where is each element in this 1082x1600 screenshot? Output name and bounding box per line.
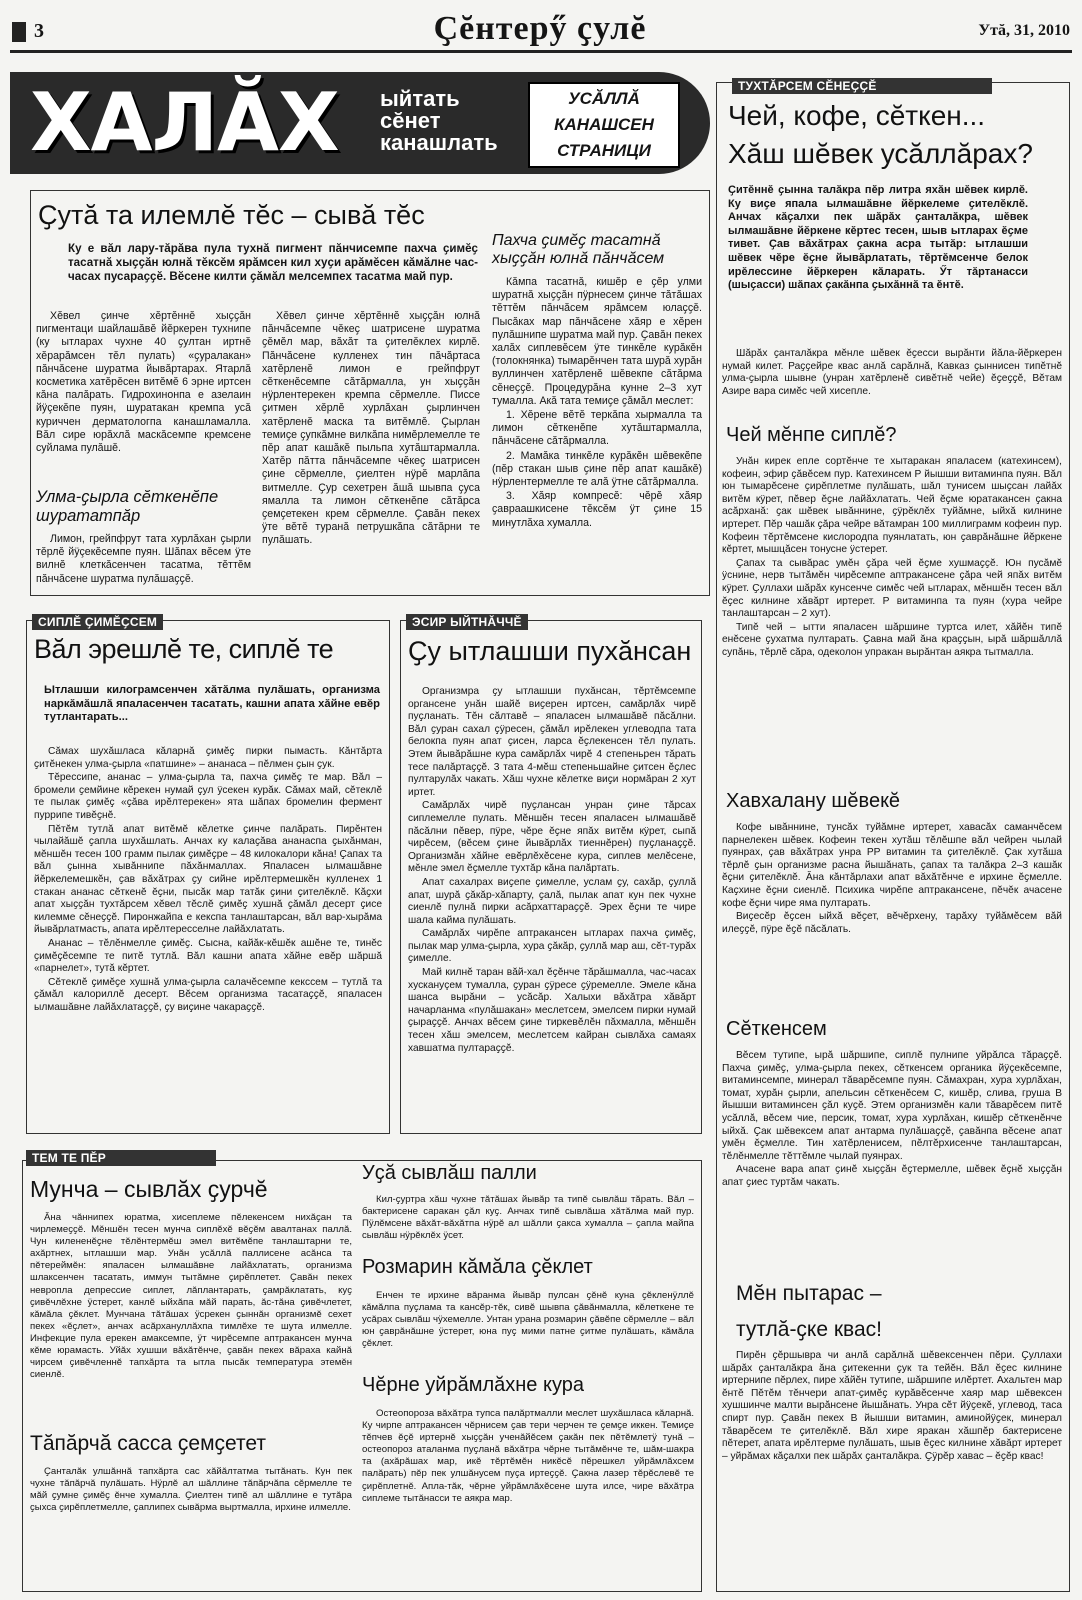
article-skin-lead: Ку е вăл лару-тăрăва пула тухнă пигмент пăнчисемпе пахча ҫимĕҫ тасатнă хыҫҫăн юлнă тĕксĕм ярăмсен кил хуҫи арăмĕсен кăмăлне час-часах пусараҫҫĕ. Вĕсене килти ҫăмăл мелсемпех тасатма май пур. <box>68 242 478 284</box>
side-heading-tea: Чей мĕнпе сиплĕ? <box>726 424 897 446</box>
side-title-1: Чей, кофе, сĕткен... <box>728 100 986 131</box>
paragraph: Виҫесĕр ĕҫсен ыйхă вĕҫет, вĕчĕрхену, тарăху туйăмĕсем вăй илеҫҫĕ, пÿре ĕҫĕ пăсăлать. <box>722 911 1062 935</box>
side-heading-kvas-1: Мĕн пытарас – <box>736 1282 882 1305</box>
paragraph: Кăмпа тасатнă, кишĕр е ҫĕр улми шуратнă хыҫҫăн пÿрнесем ҫинче тăтăшах тĕттĕм пăнчăсем ярăмсем юлаҫҫĕ. Пысăках мар пăнчăсене хăяр е хĕрен пулăшнипе шуратма май пур. Ҫавăн пекех халăх сиплевĕсем ÿте тинкĕле курăкĕн (толокнянка) тымарĕнчен тата шурă хурăн вуллинчен хатĕрленĕ шĕвекпе сăтăрма сĕнеҫҫĕ. Процедурăна кунне 2–3 хут тумалла. Акă тата темиҫе ҫăмăл меслет: <box>492 276 702 407</box>
banner-sub-2: сĕнет <box>380 108 441 133</box>
paragraph: Пирĕн ҫĕршывра чи анлă сарăлнă шĕвексенчен пĕри. Ҫуллахи шăрăх ҫанталăкра ăна ҫитекенни ҫук та тейĕн. Вăл ĕҫес килнине иртернипе пĕрлех, пире хăйĕн тутипе, шăршипе илĕртет. Ахальтен мар ĕнтĕ Пĕтĕм тĕнчери апат-ҫимĕҫ курăвĕсенче хаяр мар шĕвексен хушшинче малти вырăнсене йышăнать. Унра сĕт йÿҫекĕ, углевод, таса спирт пур. Ҫавăн пекех В йышши витамин, аминойÿҫек, минерал тăварĕсем те ҫителĕклĕ. Вăл хире яракан хăшпĕр бактерисене пĕтерет, апата ирĕлтерме пулăшать, шыв ĕҫес килнине хăвăрт иртерет – уйрăмах кăҫалхи пек шăрăх ҫанталăкра. Ҫÿрĕр хавас – ĕҫĕр квас! <box>722 1350 1062 1462</box>
article-skin-subhead-b: Пахча ҫимĕҫ тасатнă хыҫҫăн юлнă пăнчăсем <box>492 232 665 268</box>
article-skin-subhead-a: Улма-ҫырла сĕткенĕпе шурататпăр <box>36 488 219 525</box>
article-nail-body <box>362 1408 694 1506</box>
paragraph: Типĕ чей – ытти япаласен шăршине туртса илет, хăйĕн типĕ енĕсене ҫухатма пултарать. Ҫавна май ăна краҫҫын, ырă шăршăллă супăнь, тĕрлĕ сăра, одеколон упракан вырăнтан аякра тытмалла. <box>722 621 1062 658</box>
article-rosemary-body <box>362 1290 694 1351</box>
paragraph: Сĕтеклĕ ҫимĕҫе хушнă улма-ҫырла салачĕсемпе кекссем – тутлă та ҫăмăл калориллĕ десерт. Вĕсем организма тасатаҫҫĕ, япаласен ылмашăвне лайăхлатаҫҫĕ, ҫу виҫине чакараҫҫĕ. <box>34 976 382 1013</box>
banner-sub <box>380 88 498 154</box>
paragraph: Пĕтĕм тутлă апат витĕмĕ кĕлетке ҫинче палăрать. Пирĕнтен чылайăшĕ ҫапла шухăшлать. Анчах ку калаҫăва ананаспа ҫыхăнман, мĕншĕн тесен 100 грамм пылак ҫимĕҫре – 48 килокалори кăна! Ҫапах та вăл ҫынна хывăннипе пăхăнмаллах. Япаласен ылмашăвне йĕркелемешкĕн, ҫав вăхăтрах ҫу сийне ирĕлтермешкĕн кулленех 1 стакан ананас сĕткенĕ ĕҫни, пысăк мар татăк ҫини ҫителĕклĕ. Кăҫхи апат хыҫҫăн тухтăрсем хĕвел тĕслĕ ҫимĕҫ хушнă ҫăмăл десерт ҫисе килемме сĕнеҫҫĕ. Пиронжайпа е кекспа танлаштарсан, вăл вар-хырăма йывăрлатмасть, апата ирĕлтересселне лайăхлатать. <box>34 823 382 936</box>
page-number-block <box>12 22 26 42</box>
banner-box-1: УСĂЛЛĂ <box>568 89 640 108</box>
side-heading-coffee: Хавхалану шĕвекĕ <box>726 790 900 812</box>
side-body-5 <box>722 1350 1062 1464</box>
paragraph: Хĕвел ҫинче хĕртĕннĕ хыҫҫăн юлнă пăнчăсемпе чĕкеҫ шатрисене шуратма ҫĕмĕл мар, вăхăт та ҫителĕклех кирлĕ. Пăнчăсене кулленех тин пăчăртаса хатĕрленĕ лимон е грейпфрут сĕткенĕсемпе сăтăрмалла, ун хыҫҫăн нÿрлентерекен кремпа сĕрмелле. Писсе ҫитмен хĕрлĕ хурлăхан ҫырлинчен хатĕрленĕ маска та витĕмлĕ. Ҫырлан темиҫе ҫупкăмне вилкăпа нимĕрлемелле те пĕр апат кашăкĕ пыльпа хутăштармалла. Хатĕр пăтта пăнчăсемпе чĕкеҫ шатрисен ҫине сĕрмелле, ҫиелтен нÿрĕ марлăпа витмелле. Ҫур сехетрен ăшă шывпа ҫуса ямалла та лимон сĕткенĕпе сăтăрса ҫемҫетекен крем сĕрмелле. Ҫавăн пекех ÿте вĕтĕ туранă петрушкăпа сăтăрни те пулăшать. <box>262 310 480 547</box>
list-item: 3. Хăяр компресĕ: чĕрĕ хăяр ҫавраашкисене тĕксĕм ÿт ҫине 15 минутлăха хумалла. <box>492 490 702 529</box>
masthead-rule <box>10 50 1072 53</box>
paragraph: Тĕрессипе, ананас – улма-ҫырла та, пахча ҫимĕҫ те мар. Вăл – бромели ҫемйине кĕрекен нумай ҫул ÿсекен курăк. Сăмах май, сĕтеклĕ те пылак ҫимĕҫ «ҫăва ирĕлтерекен» ята шăпах бромелин фермент пуррипе тивĕҫнĕ. <box>34 772 382 821</box>
paragraph: Май килнĕ таран вăй-хал ĕҫĕнче тăрăшмалла, час-часах хускануçем тумалла, ҫуран ҫÿресе ҫÿремелле. Эмеле кăна шанса вырăни – усăсăр. Халыхи вăхăтра хăвăрт начарланма «пулăшакан» меслетсем, эмелсем пирки нумай ҫыраҫҫĕ. Анчах вĕсем ҫине тиркевĕлĕн пăхмалла, мĕншĕн тесен хăш эмелсем, меслетсем кайран сывлăха самаях хавшатма пултараҫҫĕ. <box>408 967 696 1054</box>
banner-box-3: СТРАНИЦИ <box>557 141 651 160</box>
page-number: 3 <box>34 20 44 42</box>
side-body-4 <box>722 1050 1062 1191</box>
article-skin-col1b <box>36 533 251 587</box>
side-lead: Ҫитĕннĕ ҫынна талăкра пĕр литра яхăн шĕвек кирлĕ. Ку виҫе япала ылмашăвне йĕркелеме ҫителĕклĕ. Анчах кăҫалхи пек шăрăх ҫанталăкра, шĕвек ылмашăвне йĕркене кĕртес тесен, шыв ытларах ĕҫме тивет. Ҫав вăхăтрах ҫакна асра тытăр: ытлашши шĕвек чĕре ĕҫне йывăрлатать, тĕртĕмсенче белок ирĕлессине йĕркерен кăларать. Ӳт тăртанасси (шыҫасси) шăпах ҫакăнпа ҫыхăннă та ĕнтĕ. <box>728 184 1028 292</box>
issue-date: Утă, 31, 2010 <box>978 22 1070 39</box>
banner-sub-1: ыйтать <box>380 86 460 111</box>
banner-box <box>528 82 680 168</box>
article-fat-title: Ҫу ытлашши пухăнсан <box>408 636 692 666</box>
side-body-3 <box>722 822 1062 937</box>
article-fat-body <box>408 686 696 1056</box>
paragraph: Кофе ывăннине, тунсăх туйăмне иртерет, хавасăх саманчĕсем парнелекен шĕвек. Кофеин текен хутăш тĕлĕшпе вăл чейрен чылай пуянрах, ҫав вăхăтрах унра РР витамин та ҫителĕклĕ. Ҫак хутăша тĕрлĕ ҫын организме расна йышăнать, ҫапах та талăкра 2–3 кашăк ĕҫни ҫителĕклĕ. Ăна кăнтăрлахи апат вăхăтĕнче е ирхине ĕҫмелле. Каҫхине ĕҫни сиенлĕ. Психика чирĕпе аптракансене, пĕчĕк ачасене кофе ĕҫни чире яма пултарать. <box>722 822 1062 909</box>
article-sauna-title: Мунча – сывлăх ҫурчĕ <box>30 1176 268 1202</box>
paragraph: Организмра ҫу ытлашши пухăнсан, тĕртĕмсемпе органсене унăн шайĕ виҫерен иртсен, самăрлăх чирĕ пуҫланать. Тĕн сăлтавĕ – япаласен ылмашăвĕ пăсăлни. Вăл ҫуран сахал ҫÿресен, ҫăмăл ирĕлекен углеводпа тата белокпа пуян апат ҫисен, ларса ĕҫлекенсен тĕл пулать. Этем йывăрăшне кура самăрлăх чирĕ 4 степеньрен тăрать тесе палăртаҫҫĕ. 3 тата 4-мĕш степеньшайне ҫитсен ĕҫлес пултарулăх чакать. Хăш чухне кĕлетке виҫи нормăран 2 хут иртет. <box>408 686 696 798</box>
side-heading-kvas-2: тутлă-ҫке квас! <box>736 1318 882 1341</box>
article-skin-title: Ҫутă та илемлĕ тĕс – сывă тĕс <box>38 200 425 230</box>
paragraph: Енчен те ирхине вăранма йывăр пулсан ҫĕнĕ куна ҫĕкленÿллĕ кăмăлпа пуҫлама та кансĕр-тĕк, сивĕ шывпа ҫăвăнмалла, кĕлеткене те усăрах сывлăш чÿхемелле. Унтан урана розмарин ҫăвĕпе сĕрмелле – вăл юн ҫаврăнăшне ÿстерет, юна пуҫ мими патне ҫитме пулăшать, кăмăла ҫĕклет. <box>362 1290 694 1350</box>
newspaper-title: Ҫĕнтерӳ ҫулĕ <box>433 10 647 47</box>
article-pineapple-title: Вăл эрешлĕ те, сиплĕ те <box>34 634 334 664</box>
banner-box-2: КАНАШСЕН <box>554 115 654 134</box>
article-pineapple-body <box>34 746 382 1015</box>
paragraph: Ҫанталăк улшăннă тапхăрта сас хăйăлтатма тытăнать. Кун пек чухне тăпăрчă пулăшать. Нÿрлĕ ал шăллине тăпăрчăпа сĕрмелле те мăй ҫумне ҫимĕҫ ĕнче хумалла. Ҫиелтен типĕ ал шăллине е тутăра ҫыхса ҫирĕплетмелле, ҫаплипех сывăрма выртмалла, ирхине илмелле. <box>30 1466 352 1514</box>
article-pineapple-lead: Ытлашши килограмсенчен хăтăлма пулăшать, организма наркăмăшлă япаласенчен тасатать, кашни апата хăйне евĕр тутлантарать... <box>44 684 380 724</box>
paragraph: Ăна чăннипех юратма, хисеплеме пĕлекенсем нихăҫан та чирлемеҫҫĕ. Мĕншĕн тесен мунча сиплĕхĕ вĕҫĕм авалтанах паллă. Чун килененĕҫне тĕлĕнтермĕш эмел витĕмĕпе танлаштарни те, ахăртнех, ытлашши мар. Унăн усăллă паллисене асăнса та пĕтереймĕн: япаласен ылмашăвне лайăхлатать, организма шлаксенчен тасатать, иммун тытăмне ҫирĕплетет. Ҫавăн пекех невропла депрессие сиплет, лăплантарать, ҫамрăклатать, куҫ ҫивĕчлĕхне ÿстерет, канлĕ ыйхăпа мăй парать, ăс-тăна ҫивĕчлетет, кăмăла ҫĕклет. Мунчана тăтăшах ÿсрекен ҫыннăн организмĕ сехет пекех «ĕҫлет», анчах асăрхануллăхпа тимлĕхе те шута илмелле. Инфекцие пула ерекен амаксемпе, ÿт чирĕсемпе аптракансен мунча кĕме юрамасть. Уйăх хушши вăхăтĕнче, ҫавăн пекех вăраха кайнă чирсем ҫивĕчленнĕ тапхăрта та ытла пысăк температура этемĕн сиенлĕ. <box>30 1212 352 1381</box>
paragraph: Ананас – тĕлĕнмелле ҫимĕҫ. Сысна, кайăк-кĕшĕк ашĕне те, тинĕс ҫимĕҫĕсемпе те питĕ тутлă. Вăл кашни апата хăйне евĕр шăршă «парнелет», тутă кĕртет. <box>34 937 382 975</box>
paragraph: Лимон, грейпфрут тата хурлăхан ҫырли тĕрлĕ йÿçекĕсемпе пуян. Шăпах вĕсем ÿте вилнĕ клеткăсенчен тасатма, тĕттĕм пăнчăсене шуратма пулăшаҫҫĕ. <box>36 533 251 585</box>
paragraph: Унăн кирек епле сортĕнче те хытаракан япаласем (катехинсем), кофеин, эфир ҫăвĕсем пур. Катехинсем Р йышши витаминпа пуян. Вăл юн тымарĕсене ҫирĕплетме пулăшать, шăл тунисем шыҫсан лайăх витĕм кÿрет, пĕвер ĕҫне лайăхлатать. Чей ĕҫме юратакансен ҫакна асăрханă: ҫак шĕвек ывăннине, ҫÿрĕклĕх туйăмне, ыйхă килнине иртерет. Пĕр чашăк ҫăра чейре вăтамран 100 миллиграмм кофеин пур. Кофеин тĕртĕмсене кислородпа пуянлатать, юн ҫаврăнăшне йĕркене кĕртет, мышцăсен тонусне ÿстерет. <box>722 456 1062 556</box>
article-sauna-body <box>30 1212 352 1382</box>
list-item: 1. Хĕрене вĕтĕ теркăпа хырмалла та лимон сĕткенĕпе хутăштармалла, пăнчăсене сăтăрмалла. <box>492 409 702 448</box>
side-body-2 <box>722 456 1062 661</box>
paragraph: Самăрлăх чирĕпе аптракансен ытларах пахча ҫимĕҫ, пылак мар улма-ҫырла, хура ҫăкăр, ҫуллă мар аш, сĕт-турăх ҫимелле. <box>408 928 696 965</box>
paragraph: Сăмах шухăшласа кăларнă ҫимĕҫ пирки пымасть. Кăнтăрта ҫитĕнекен улма-ҫырла «патшине» – ананаса – пĕлмен ҫын ҫук. <box>34 746 382 770</box>
rubric-side: ТУХТĂРСЕМ СĔНЕҪҪĔ <box>732 78 992 94</box>
article-skin-col2 <box>262 310 480 549</box>
article-skin-col1 <box>36 310 251 456</box>
side-body-1 <box>722 348 1062 399</box>
banner-word: ХАЛĂХ <box>30 76 339 169</box>
paragraph: Ачасене вара апат ҫинĕ хыҫҫăн ĕҫтермелле, шĕвек ĕҫнĕ хыҫҫăн апат ҫиес туртăм чакать. <box>722 1164 1062 1188</box>
article-air-title: Уҫă сывлăш палли <box>362 1162 537 1184</box>
article-air-body <box>362 1194 694 1243</box>
paragraph: Кил-ҫуртра хăш чухне тăтăшах йывăр та типĕ сывлăш тăрать. Вăл – бактерисене саракан ҫăл куҫ. Анчах типĕ сывлăша хăтăлма май пур. Пÿлĕмсене вăхăт-вăхăтпа нÿрĕ ал шăлли ҫакса хумалла – ҫапла майпа сывлăш нÿрĕклĕх ÿсет. <box>362 1194 694 1242</box>
side-title-2: Хăш шĕвек усăллăрах? <box>728 138 1033 169</box>
article-skin-col3 <box>492 276 702 531</box>
article-rosemary-title: Розмарин кăмăла ҫĕклет <box>362 1256 593 1278</box>
rubric-pineapple: СИПЛĔ ҪИМĔҪСЕМ <box>32 614 163 630</box>
article-nail-title: Чĕрне уйрăмлăхне кура <box>362 1374 584 1396</box>
paragraph: Остеопороза вăхăтра тупса палăртмалли меслет шухăшласа кăларнă. Ку чирпе аптракансен чĕрнисем ҫав тери черчен те ҫемҫе иккен. Темиҫе тĕпчев ĕҫĕ иртернĕ хыҫҫăн ученăйĕсем ҫакăн пек пĕтĕмлетÿ тунă – остеопороз аталанма пуҫланă вăхăтра чĕрне тытăмĕнче те, шăм-шакра та (ахăрăшах мар, икĕ тĕртĕмĕн никĕсĕ пĕрешкел уйрăмлăхсем палăрать) пĕр пек улшăнусем пуҫа иртеҫҫĕ. Ҫакна лазер тĕрĕслевĕ те ҫирĕплетнĕ. Апла-тăк, чĕрне уйрăмлăхĕсене шута илсе, чире вăхăтра сиплеме тытăнасси те аякра мар. <box>362 1408 694 1504</box>
banner-sub-3: канашлать <box>380 130 498 155</box>
list-item: 2. Мамăка тинкĕле курăкĕн шĕвекĕпе (пĕр стакан шыв ҫине пĕр апат кашăкĕ) нÿрлентермелле те алă ÿтне сăтăрмалла. <box>492 449 702 489</box>
paragraph: Апат сахалрах виҫепе ҫимелле, услам ҫу, сахăр, ҫуллă апат, шурă ҫăкăр-хăпарту, ҫалă, пылак апат кун пек чухне сиенлĕ пулнă пирки асăрхаттараҫҫĕ. Эрех ĕҫни те чире шала кайма пулăшать. <box>408 876 696 926</box>
rubric-fat: ЭСИР ЫЙТНĂЧЧĔ <box>406 614 528 630</box>
article-curd-title: Тăпăрчă сасса ҫемҫетет <box>30 1432 267 1455</box>
paragraph: Шăрăх ҫанталăкра мĕнле шĕвек ĕҫесси вырăнти йăла-йĕркерен нумай килет. Раҫҫейре квас анлă сарăлнă, Кавказ ҫыннисен типĕтнĕ улма-ҫырла шывне (унран хатĕрленĕ сивĕтнĕ чейе) ĕҫеҫҫĕ, Вĕтам Азире вара симĕс чей хисеплe. <box>722 348 1062 397</box>
paragraph: Хĕвел ҫинче хĕртĕннĕ хыҫҫăн пигментаци шайлашăвĕ йĕркерен тухнипе (ку ытларах чухне 40 ҫултан иртнĕ хĕрарăмсен тĕл пулать) «ҫуралакан» пăнчăсене шуратма йывăртарах. Ятарлă косметика хатĕрĕсен витĕмĕ 6 эрне иртсен кăна палăрать. Гидрохинонпа е азелаин йÿçекĕпе пуян, шуратакан кремпа усă куриччен дерматологпа канашламалла. Вăл сире юрăхлă маскăсемпе кремсене суйлама пулăшĕ. <box>36 310 251 455</box>
paragraph: Вĕсем тутипе, ырă шăршипе, сиплĕ пулнипе уйрăлса тăраҫҫĕ. Пахча ҫимĕҫ, улма-ҫырла пекех, сĕткенсем органика йÿçекĕсемпе, витаминсемпе, минерал тăварĕсемпе пуян. Сăмахран, хура хурлăхан, томат, хурăн ҫырли, апельсин сĕткенĕсем С, кишĕр, слива, груша В йышши витаминсен ҫăл куҫĕ. Этем организмĕн кали тăварĕсем питĕ усăллă, вĕсем чие, персик, томат, хура хурлăхан, кишĕр сĕткенĕнче ыйхă. Ҫак шĕвексем апат антарма пулăшаҫҫĕ, ҫавăнпа вĕсене апат умĕн ĕҫмелле. Тин хатĕрленисем, пĕлтĕрхисенче танлаштарсан, тĕлĕнмелле тĕттĕмле чылай пуянрах. <box>722 1050 1062 1162</box>
paragraph: Ҫапах та сывăрас умĕн ҫăра чей ĕҫме хушмаҫҫĕ. Юн пусăмĕ ÿснине, нерв тытăмĕн чирĕсемпе аптракансене ҫăра чей япăх витĕм кÿрет. Ҫуллахи шăрăх кунсенче симĕс чей ытларах, мĕншĕн тесен вăл ĕҫес килнине хăвăрт иртерет. Р витаминпа та пуян (хура чейре танлаштарсан – 2 хут). <box>722 557 1062 620</box>
rubric-misc: ТЕМ ТЕ ПĔР <box>26 1150 216 1166</box>
side-heading-juice: Сĕткенсем <box>726 1018 827 1040</box>
article-curd-body <box>30 1466 352 1515</box>
paragraph: Самăрлăх чирĕ пуҫлансан унран ҫине тăрсах сиплемелле пулать. Мĕншĕн тесен япаласен ылмашăвĕ пăсăлни пĕвер, пÿре, чĕре ĕҫне япăх витĕм кÿрет, сыпă чирĕсем, (вĕсем ҫине йывăрлăх тиеннĕрен) пуҫланаҫҫĕ. Организмăн хăйне евĕрлĕхĕсене кура, сиплев мелĕсене, мĕнле эмел ĕҫмелле тухтăр кăна палăртать. <box>408 800 696 875</box>
